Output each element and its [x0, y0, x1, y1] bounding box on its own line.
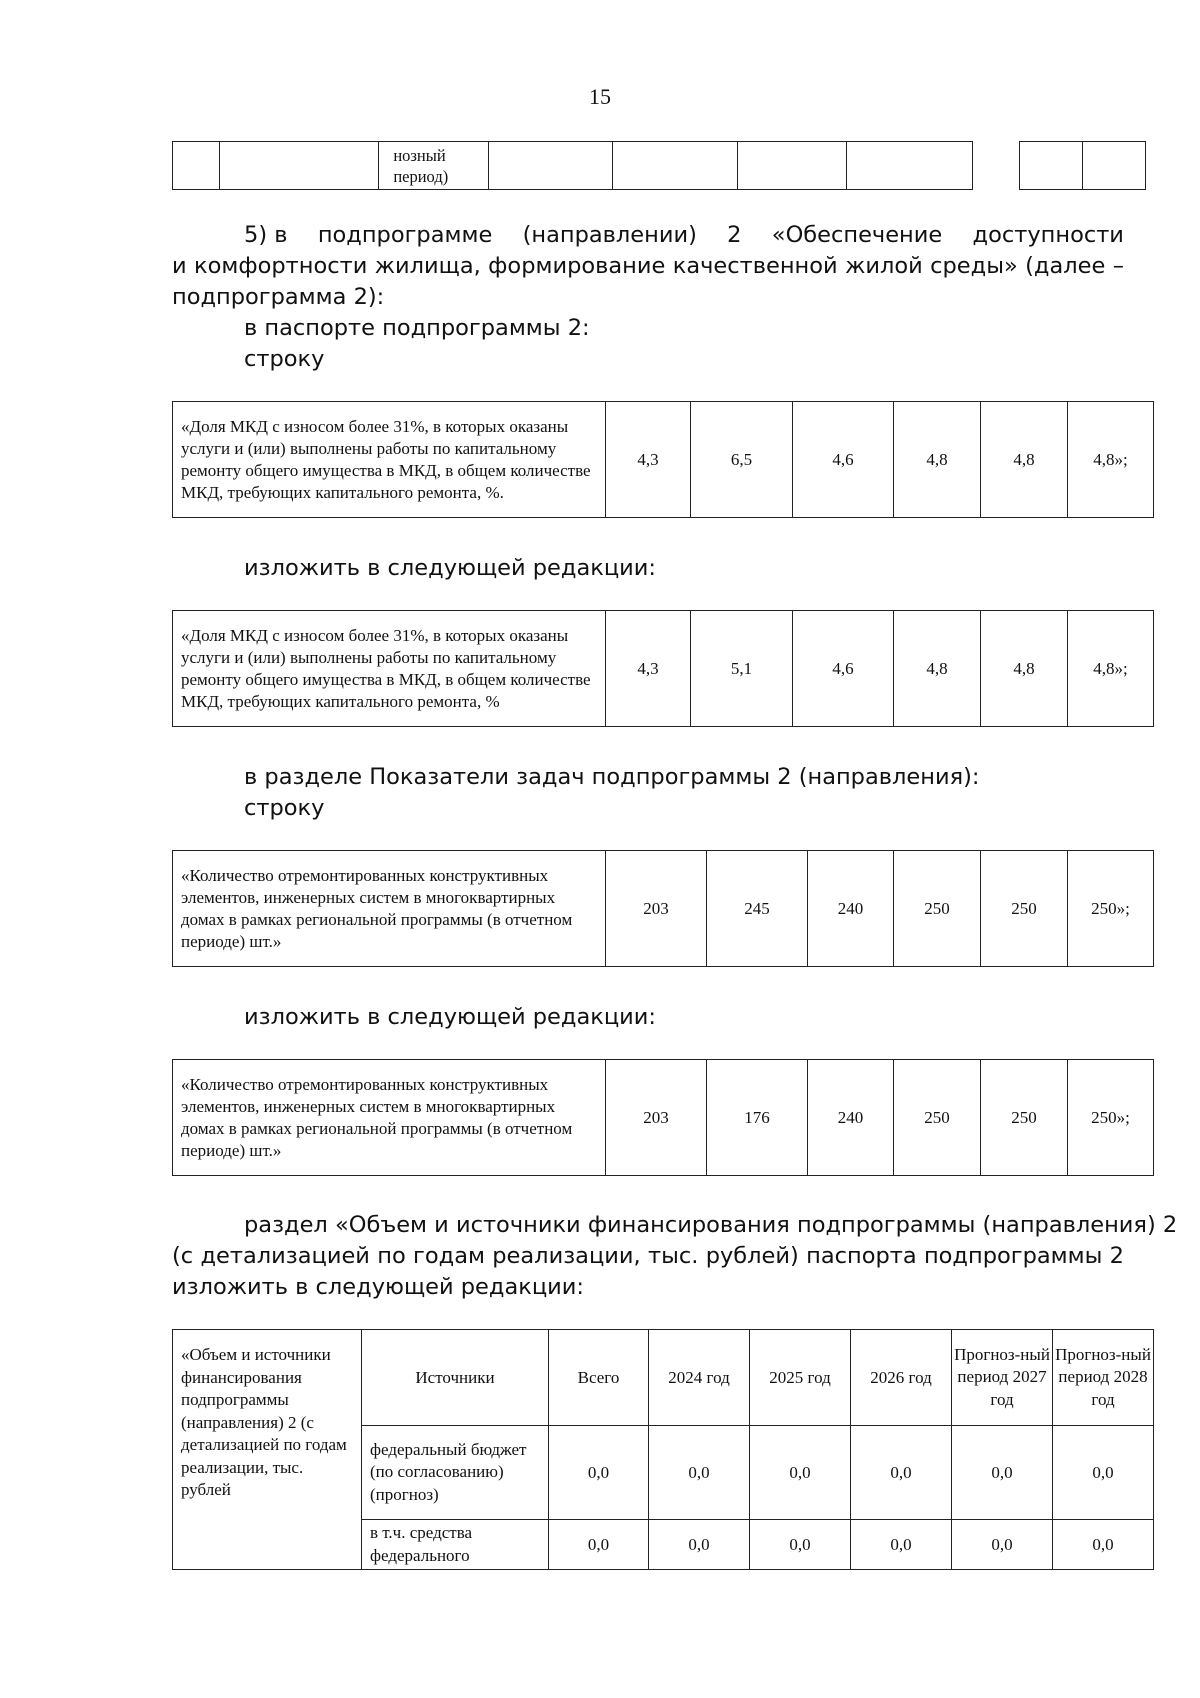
- indicator-label: «Количество отремонтированных конструктивных элементов, инженерных систем в многоквартирных домах в рамках региональной программы (в отчетном периоде) шт.»: [173, 1060, 606, 1176]
- value-cell: 4,8: [981, 611, 1068, 727]
- value-cell: 176: [707, 1060, 808, 1176]
- value-cell: 0,0: [750, 1520, 851, 1570]
- section5-line3: подпрограмма 2):: [172, 284, 385, 310]
- header-cell: Источники: [362, 1330, 549, 1426]
- value-cell: 0,0: [1053, 1520, 1154, 1570]
- section5-line1: 5) в подпрограмме (направлении) 2 «Обеспечение доступности: [244, 222, 1124, 248]
- section5-line5: строку: [244, 346, 325, 372]
- value-cell: 4,8: [894, 402, 981, 518]
- finance-text-line3: изложить в следующей редакции:: [172, 1274, 584, 1300]
- indicator-table-old-share: [172, 401, 1154, 518]
- value-cell: 0,0: [1053, 1426, 1154, 1520]
- value-cell: 4,6: [793, 611, 894, 727]
- value-cell: 203: [606, 1060, 707, 1176]
- section-tasks-line2: строку: [244, 795, 325, 821]
- value-cell: 250: [894, 851, 981, 967]
- finance-text-line1: раздел «Объем и источники финансирования подпрограммы (направления) 2: [244, 1212, 1178, 1238]
- value-cell: 250: [981, 1060, 1068, 1176]
- value-cell: 0,0: [750, 1426, 851, 1520]
- value-cell: 6,5: [691, 402, 793, 518]
- finance-text-line2: (с детализацией по годам реализации, тыс. рублей) паспорта подпрограммы 2: [172, 1243, 1124, 1269]
- value-cell: 245: [707, 851, 808, 967]
- indicator-label: «Доля МКД с износом более 31%, в которых оказаны услуги и (или) выполнены работы по капитальному ремонту общего имущества в МКД, в общем количестве МКД, требующих капитального ремонта, %: [173, 611, 606, 727]
- replace-text-1: изложить в следующей редакции:: [244, 555, 656, 581]
- source-cell: в т.ч. средства федерального: [362, 1520, 549, 1570]
- value-cell: 240: [808, 1060, 894, 1176]
- value-cell: 240: [808, 851, 894, 967]
- value-cell: 250»;: [1068, 851, 1154, 967]
- section-tasks-line1: в разделе Показатели задач подпрограммы 2 (направления):: [244, 764, 980, 790]
- page-number: 15: [589, 84, 611, 109]
- value-cell: 0,0: [649, 1520, 750, 1570]
- continued-table-fragment: [172, 141, 1146, 190]
- indicator-table-new-count: [172, 1059, 1154, 1176]
- value-cell: 4,8: [981, 402, 1068, 518]
- value-cell: 0,0: [851, 1426, 952, 1520]
- source-cell: федеральный бюджет (по согласованию) (прогноз): [362, 1426, 549, 1520]
- header-cell: 2024 год: [649, 1330, 750, 1426]
- value-cell: 5,1: [691, 611, 793, 727]
- value-cell: 4,8»;: [1068, 402, 1154, 518]
- header-cell: 2026 год: [851, 1330, 952, 1426]
- value-cell: 0,0: [952, 1426, 1053, 1520]
- value-cell: 250»;: [1068, 1060, 1154, 1176]
- finance-row-label: «Объем и источники финансирования подпрограммы (направления) 2 (с детализацией по годам реализации, тыс. рублей: [173, 1330, 362, 1570]
- value-cell: 4,8: [894, 611, 981, 727]
- section5-line2: и комфортности жилища, формирование качественной жилой среды» (далее –: [172, 253, 1124, 279]
- header-cell: 2025 год: [750, 1330, 851, 1426]
- finance-table: [172, 1329, 1154, 1570]
- value-cell: 4,3: [606, 611, 691, 727]
- header-cell: Всего: [549, 1330, 649, 1426]
- fragment-cell-text: нозный период): [379, 142, 489, 190]
- value-cell: 0,0: [649, 1426, 750, 1520]
- indicator-label: «Количество отремонтированных конструктивных элементов, инженерных систем в многоквартирных домах в рамках региональной программы (в отчетном периоде) шт.»: [173, 851, 606, 967]
- value-cell: 0,0: [549, 1520, 649, 1570]
- header-cell: Прогноз-ный период 2028 год: [1053, 1330, 1154, 1426]
- value-cell: 250: [894, 1060, 981, 1176]
- value-cell: 4,8»;: [1068, 611, 1154, 727]
- indicator-label: «Доля МКД с износом более 31%, в которых оказаны услуги и (или) выполнены работы по капитальному ремонту общего имущества в МКД, в общем количестве МКД, требующих капитального ремонта, %.: [173, 402, 606, 518]
- replace-text-2: изложить в следующей редакции:: [244, 1004, 656, 1030]
- value-cell: 250: [981, 851, 1068, 967]
- value-cell: 0,0: [549, 1426, 649, 1520]
- indicator-table-new-share: [172, 610, 1154, 727]
- header-cell: Прогноз-ный период 2027 год: [952, 1330, 1053, 1426]
- value-cell: 0,0: [952, 1520, 1053, 1570]
- section5-line4: в паспорте подпрограммы 2:: [244, 315, 590, 341]
- indicator-table-old-count: [172, 850, 1154, 967]
- value-cell: 4,6: [793, 402, 894, 518]
- value-cell: 203: [606, 851, 707, 967]
- value-cell: 0,0: [851, 1520, 952, 1570]
- value-cell: 4,3: [606, 402, 691, 518]
